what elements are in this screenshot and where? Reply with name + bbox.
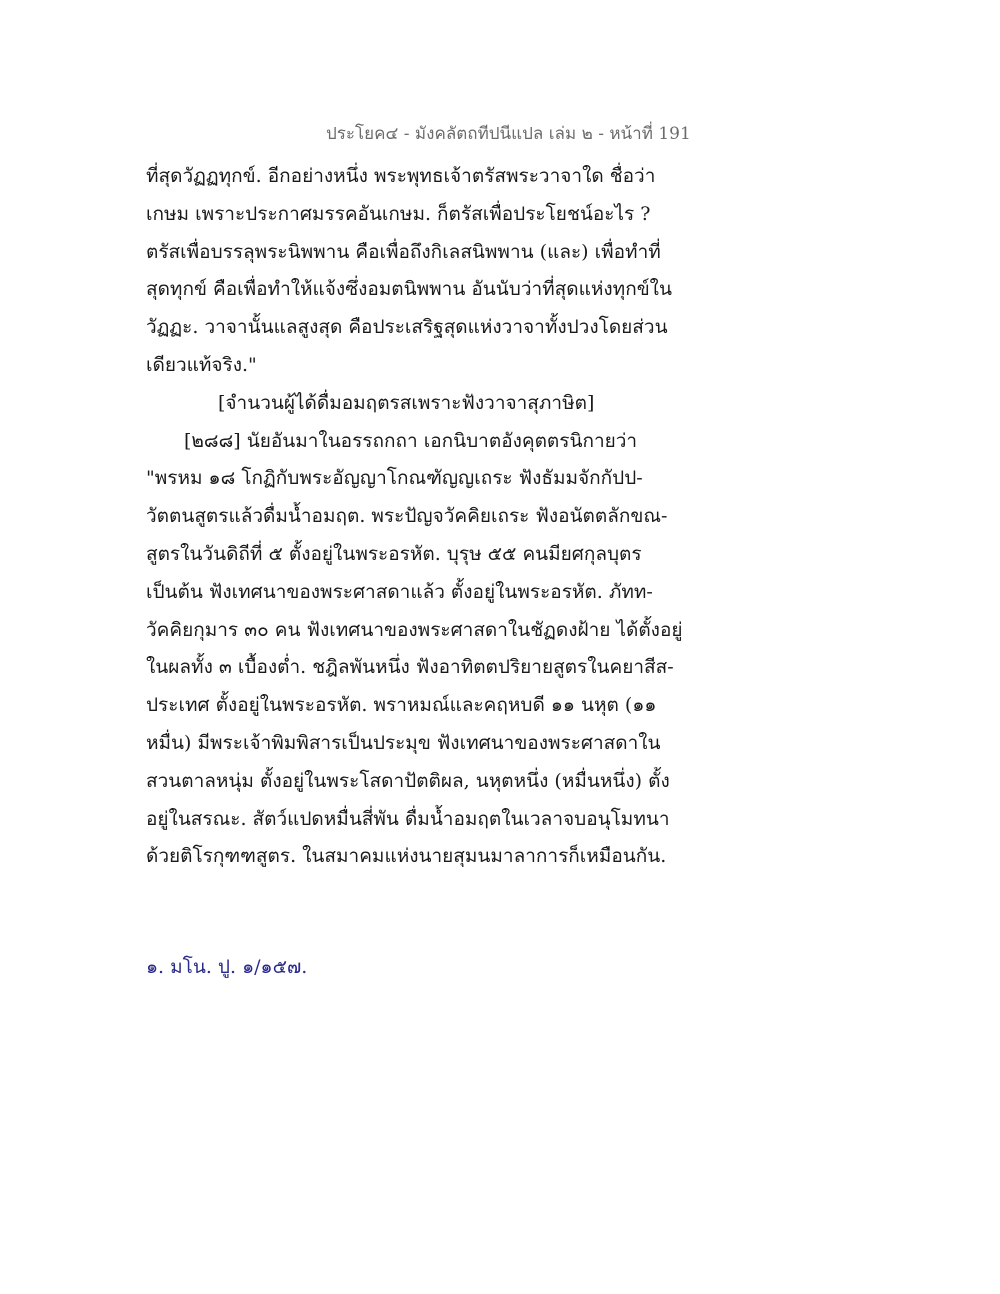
text-line: ในผลทั้ง ๓ เบื้องต่ำ. ชฎิลพันหนึ่ง ฟังอาทิตตปริยายสูตรในคยาสีส- — [146, 656, 674, 679]
body-text — [146, 158, 706, 876]
text-line: ตรัสเพื่อบรรลุพระนิพพาน คือเพื่อถึงกิเลสนิพพาน (และ) เพื่อทำที่ — [146, 240, 661, 263]
text-line: เป็นต้น ฟังเทศนาของพระศาสดาแล้ว ตั้งอยู่ในพระอรหัต. ภัทท- — [146, 580, 653, 603]
footnote: ๑. มโน. ปู. ๑/๑๕๗. — [146, 956, 308, 978]
running-header: ประโยค๔ - มังคลัตถทีปนีแปล เล่ม ๒ - หน้าที่ 191 — [326, 124, 691, 144]
text-line: วัคคิยกุมาร ๓๐ คน ฟังเทศนาของพระศาสดาในชัฏดงฝ้าย ได้ตั้งอยู่ — [146, 618, 683, 641]
text-line: วัตตนสูตรแล้วดื่มน้ำอมฤต. พระปัญจวัคคิยเถระ ฟังอนัตตลักขณ- — [146, 505, 668, 528]
text-line: ด้วยติโรกุฑฑสูตร. ในสมาคมแห่งนายสุมนมาลาการก็เหมือนกัน. — [146, 845, 667, 868]
text-line: หมื่น) มีพระเจ้าพิมพิสารเป็นประมุข ฟังเทศนาของพระศาสดาใน — [146, 731, 661, 754]
text-line: สุดทุกข์ คือเพื่อทำให้แจ้งซึ่งอมตนิพพาน อันนับว่าที่สุดแห่งทุกข์ใน — [146, 278, 672, 301]
text-line: เดียวแท้จริง." — [146, 353, 257, 376]
text-line: สวนตาลหนุ่ม ตั้งอยู่ในพระโสดาปัตติผล, นหุตหนึ่ง (หมื่นหนึ่ง) ตั้ง — [146, 769, 670, 792]
text-line: สูตรในวันดิถีที่ ๕ ตั้งอยู่ในพระอรหัต. บุรุษ ๕๕ คนมียศกุลบุตร — [146, 542, 642, 565]
section-title: [จำนวนผู้ได้ดื่มอมฤตรสเพราะฟังวาจาสุภาษิต] — [218, 391, 595, 414]
text-line: เกษม เพราะประกาศมรรคอันเกษม. ก็ตรัสเพื่อประโยชน์อะไร ? — [146, 202, 651, 225]
text-line: ที่สุดวัฏฏทุกข์. อีกอย่างหนึ่ง พระพุทธเจ้าตรัสพระวาจาใด ชื่อว่า — [146, 165, 656, 187]
text-line: อยู่ในสรณะ. สัตว์แปดหมื่นสี่พัน ดื่มน้ำอมฤตในเวลาจบอนุโมทนา — [146, 807, 670, 830]
text-line: วัฏฏะ. วาจานั้นแลสูงสุด คือประเสริฐสุดแห่งวาจาทั้งปวงโดยส่วน — [146, 316, 668, 339]
text-line: "พรหม ๑๘ โกฏิกับพระอัญญาโกณฑัญญเถระ ฟังธัมมจักกัปป- — [146, 467, 643, 490]
text-line: [๒๘๘] นัยอันมาในอรรถกถา เอกนิบาตอังคุตตรนิกายว่า — [184, 429, 638, 452]
text-line: ประเทศ ตั้งอยู่ในพระอรหัต. พราหมณ์และคฤหบดี ๑๑ นหุต (๑๑ — [146, 694, 657, 717]
